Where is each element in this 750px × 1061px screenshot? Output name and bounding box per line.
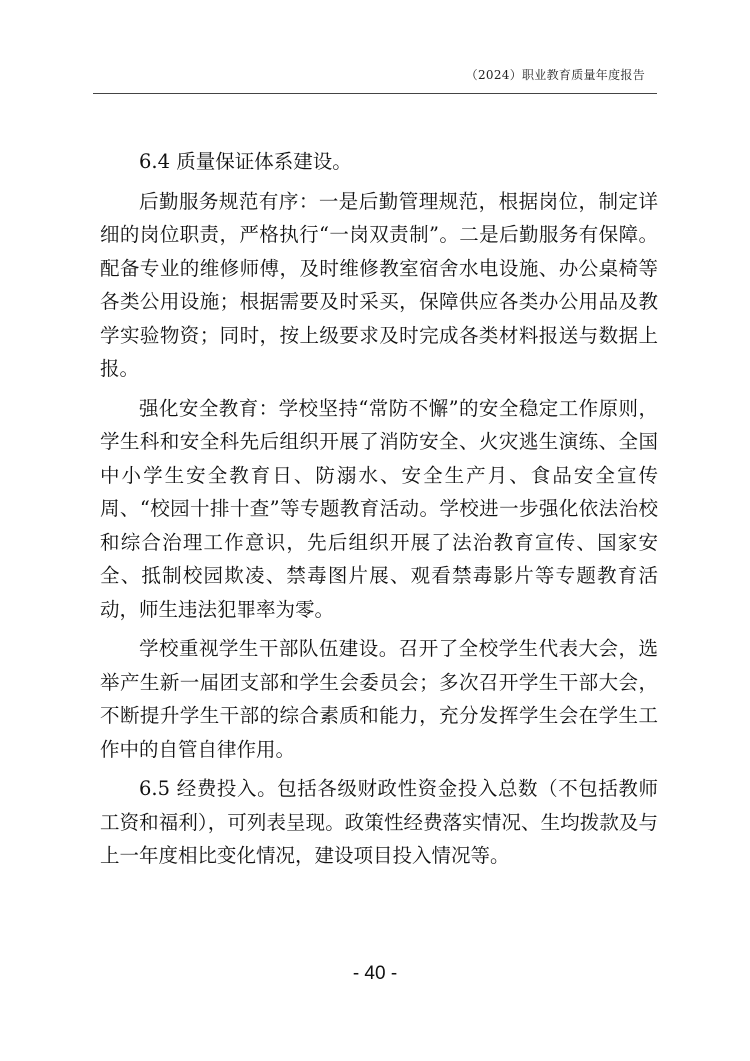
header-divider xyxy=(93,93,657,94)
report-header-title: （2024）职业教育质量年度报告 xyxy=(465,68,645,82)
paragraph-logistics-service: 后勤服务规范有序：一是后勤管理规范，根据岗位，制定详细的岗位职责，严格执行“一岗双责制”。二是后勤服务有保障。配备专业的维修师傅，及时维修教室宿舍水电设施、办公桌椅等各类公用设施；根据需要及时采买，保障供应各类办公用品及教学实验物资；同时，按上级要求及时完成各类材料报送与数据上报。 xyxy=(100,189,658,380)
section-heading-6-4: 6.4 质量保证体系建设。 xyxy=(139,150,352,173)
paragraph-safety-education: 强化安全教育：学校坚持“常防不懈”的安全稳定工作原则，学生科和安全科先后组织开展了消防安全、火灾逃生演练、全国中小学生安全教育日、防溺水、安全生产月、食品安全宣传周、“校园十排十查”等专题教育活动。学校进一步强化依法治校和综合治理工作意识，先后组织开展了法治教育宣传、国家安全、抵制校园欺凌、禁毒图片展、观看禁毒影片等专题教育活动，师生违法犯罪率为零。 xyxy=(100,396,658,621)
paragraph-student-cadres: 学校重视学生干部队伍建设。召开了全校学生代表大会，选举产生新一届团支部和学生会委员会；多次召开学生干部大会，不断提升学生干部的综合素质和能力，充分发挥学生会在学生工作中的自管自律作用。 xyxy=(100,637,658,761)
page-number: - 40 - xyxy=(352,963,398,984)
section-heading-6-5-funding: 6.5 经费投入。包括各级财政性资金投入总数（不包括教师工资和福利），可列表呈现。政策性经费落实情况、生均拨款及与上一年度相比变化情况，建设项目投入情况等。 xyxy=(100,777,658,867)
document-body xyxy=(100,145,658,879)
